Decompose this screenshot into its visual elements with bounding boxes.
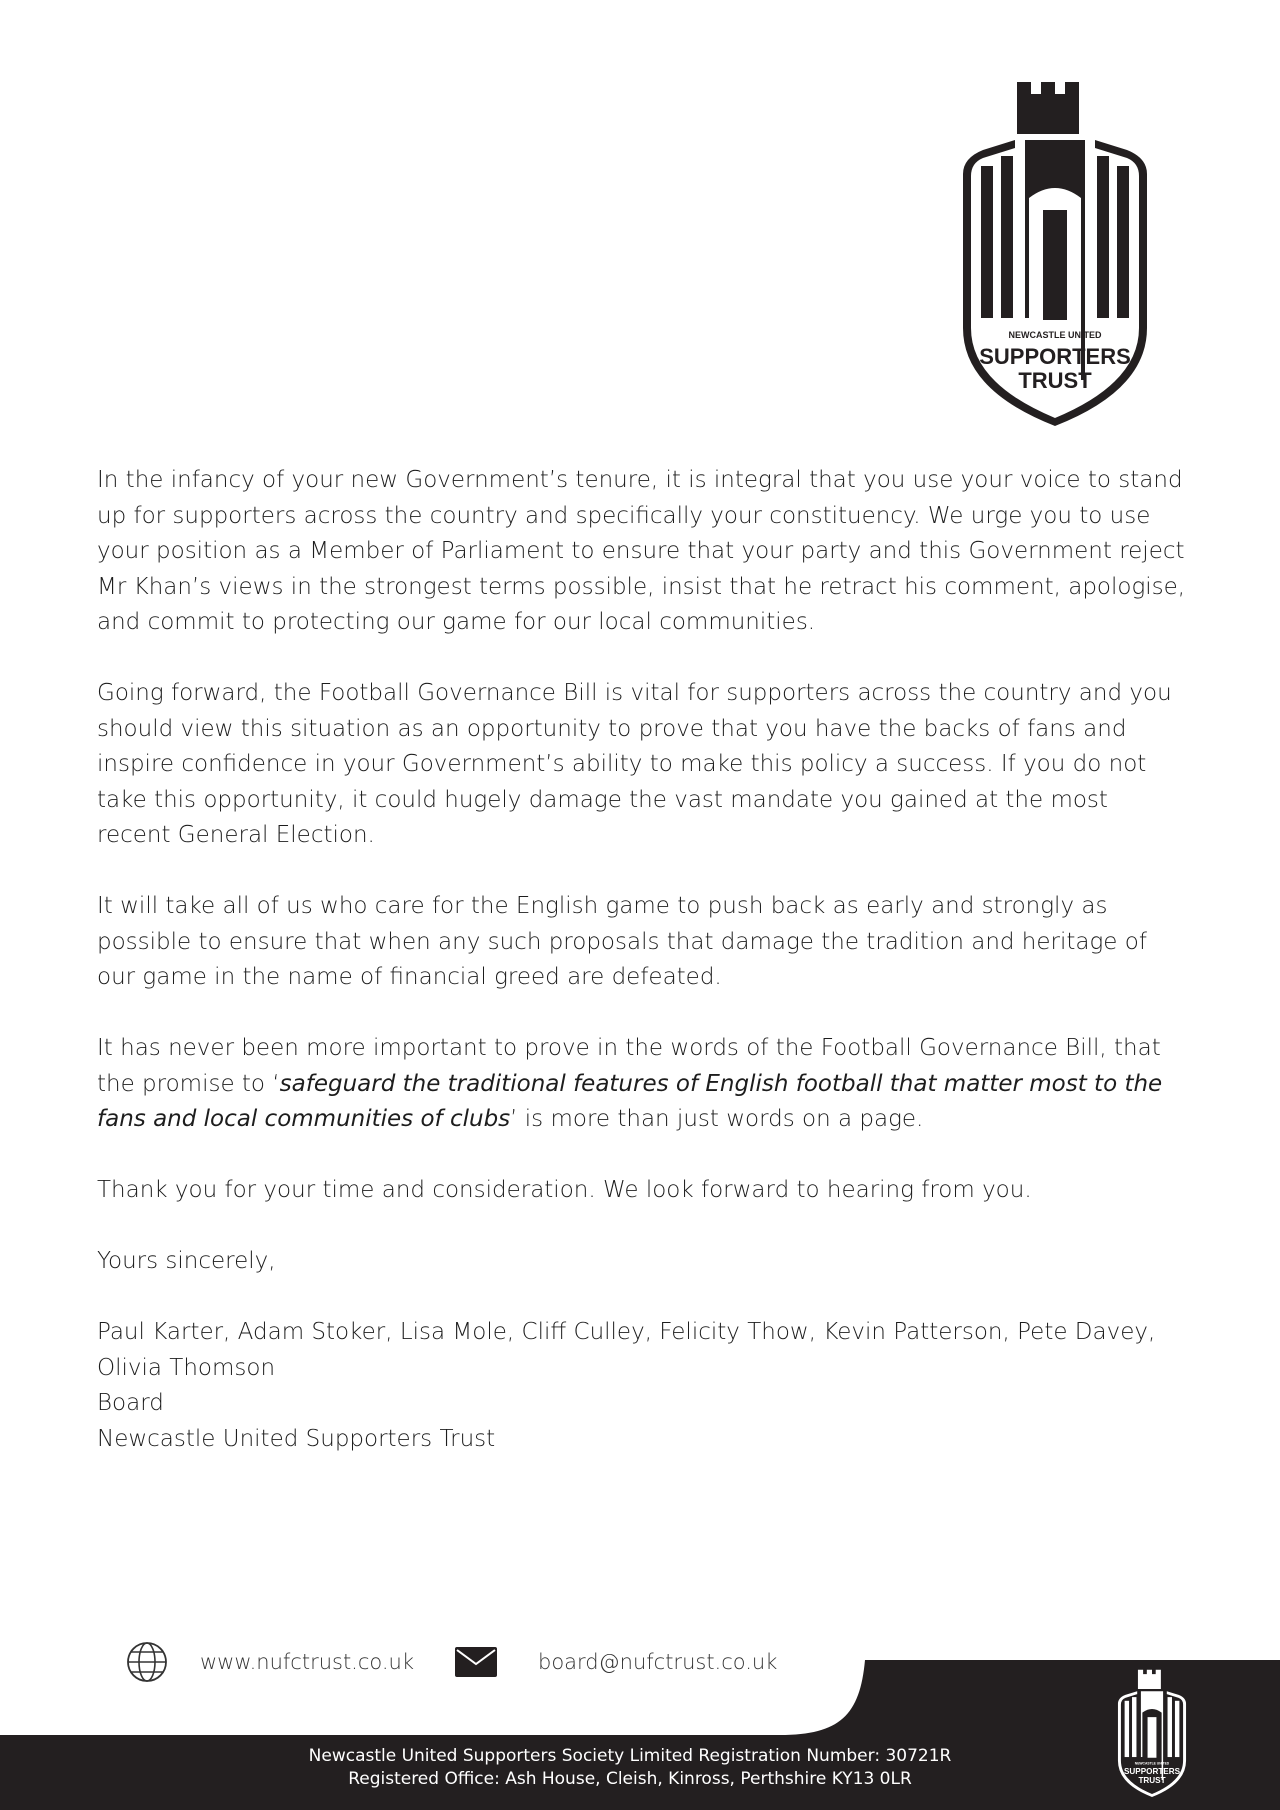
- email-text: board@nufctrust.co.uk: [538, 1650, 778, 1674]
- registration-line: Newcastle United Supporters Society Limited Registration Number: 30721R: [308, 1746, 952, 1766]
- signatory-organisation: Newcastle United Supporters Trust: [97, 1425, 496, 1452]
- quote-tail: ’ is more than just words on a page.: [510, 1106, 924, 1132]
- envelope-icon: [455, 1640, 497, 1684]
- globe-icon: [126, 1640, 168, 1684]
- signature-block: [97, 1315, 1187, 1457]
- paragraph-2: Going forward, the Football Governance Bill is vital for supporters across the country and you should view this situation as an opportunity to prove that you have the backs of fans and inspire confidence in your Government’s ability to make this policy a success. If you do not take this opportunity, it could hugely damage the vast mandate you gained at the most recent General Election.: [97, 680, 1172, 848]
- paragraph-quote: [97, 1031, 1187, 1138]
- website-text: www.nufctrust.co.uk: [200, 1650, 415, 1674]
- footer-logo-line1: SUPPORTERS: [1124, 1767, 1180, 1777]
- closing: Yours sincerely,: [97, 1248, 276, 1274]
- quote-lead: It has never been more important to prove in the words of the Football Governance Bill, that the promise to ‘: [97, 1035, 1161, 1097]
- quoted-bill-text: safeguard the traditional features of English football that matter most to the fans and local communities of clubs: [97, 1070, 1163, 1132]
- logo-line2: TRUST: [1018, 368, 1092, 393]
- website-link[interactable]: [200, 1640, 414, 1684]
- registered-office-line: Registered Office: Ash House, Cleish, Kinross, Perthshire KY13 0LR: [348, 1769, 912, 1789]
- signatory-role: Board: [97, 1390, 164, 1416]
- logo-line1: SUPPORTERS: [979, 344, 1131, 369]
- footer-logo-small-text: NEWCASTLE UNITED: [1134, 1761, 1170, 1766]
- supporters-trust-logo: [955, 78, 1155, 428]
- letter-body: [97, 463, 1187, 1493]
- footer-logo-line2: TRUST: [1138, 1775, 1166, 1785]
- thanks-line: Thank you for your time and consideration. We look forward to hearing from you.: [97, 1177, 1032, 1203]
- footer-logo: [1115, 1668, 1189, 1798]
- paragraph-3: It will take all of us who care for the English game to push back as early and strongly as possible to ensure that when any such proposals that damage the tradition and heritage of our game in the name of financial greed are defeated.: [97, 893, 1147, 990]
- email-link[interactable]: [538, 1640, 777, 1684]
- signatories: Paul Karter, Adam Stoker, Lisa Mole, Cliff Culley, Felicity Thow, Kevin Patterson, Pete Davey, Olivia Thomson: [97, 1319, 1156, 1381]
- logo-small-text: NEWCASTLE UNITED: [1008, 330, 1102, 340]
- paragraph-1: In the infancy of your new Government’s tenure, it is integral that you use your voice to stand up for supporters across the country and specifically your constituency. We urge you to use your position as a Member of Parliament to ensure that your party and this Government reject Mr Khan’s views in the strongest terms possible, insist that he retract his comment, apologise, and commit to protecting our game for our local communities.: [97, 467, 1186, 635]
